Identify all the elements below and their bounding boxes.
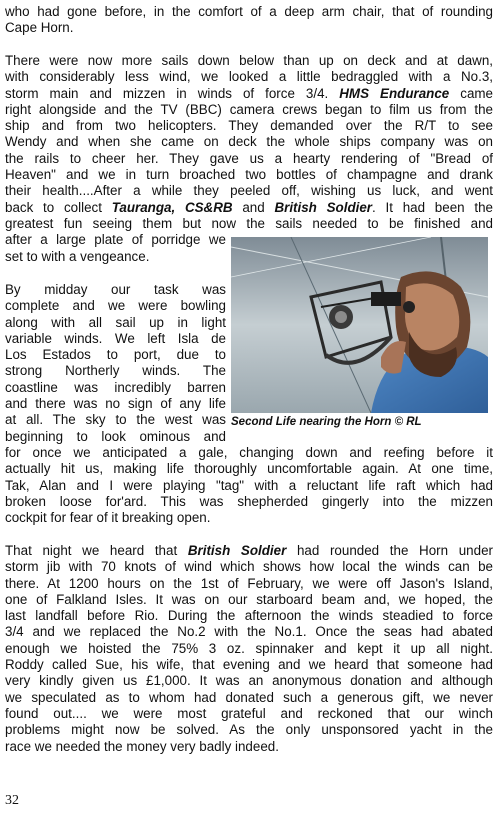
text-line: cockpit for fear of it breaking open. [5,510,211,526]
text-line: Cape Horn. [5,20,74,36]
text-line: the rails to cheer her. They gave us a hearty rendering of "Bread of [5,150,493,166]
yacht-name-british-soldier: British Soldier [274,199,373,215]
text-line: after a large plate of porridge we [5,232,226,248]
text-line: Tak, Alan and I were playing "tag" with a reluctant life raft which had [5,477,493,493]
text-span: . It had been the [372,199,493,215]
yacht-name-british-soldier: British Soldier [187,543,287,558]
text-line: race we needed the money very badly indeed. [5,738,279,754]
text-line: and there was no sign of any life [5,396,226,412]
text-line [5,200,493,216]
text-line: strong Northerly winds. The [5,363,226,379]
text-span: and [232,199,275,215]
text-line: there. At 1200 hours on the 1st of February, we were off Jason's Island, [5,575,493,591]
paragraph-1 [5,4,493,37]
text-line: beginning to look ominous and [5,428,226,444]
text-line: set to with a vengeance. [5,248,150,264]
text-line: variable winds. We left Isla de [5,330,226,346]
text-span: That night we heard that [5,543,188,558]
yacht-names: Tauranga, CS&RB [111,199,233,215]
text-line: for once we anticipated a gale, changing down and reefing before it [5,444,493,460]
text-line: one of Falkland Isles. It was on our starboard beam and, we hoped, the [5,591,493,607]
photo-caption: Second Life nearing the Horn © RL [231,416,422,428]
text-line: last landfall before Rio. During the afternoon the winds steadied to force [5,608,493,624]
text-line: found out.... we were most grateful and reckoned that our winch [5,705,493,721]
text-span: storm main and mizzen in winds of force 3/4. [5,85,340,101]
text-line: greatest fun seeing them but now the sails needed to be finished and [5,215,493,231]
ship-name-endurance: HMS Endurance [339,85,450,101]
text-line: broken loose for'ard. This was shepherded gingerly into the mizzen [5,493,493,509]
text-line: Heaven" and we in turn broached two bottles of champagne and drank [5,167,493,183]
text-line: 3/4 and we replaced the No.2 with the No.1. Once the seas had abated [5,624,493,640]
text-line: their health....After a while they peeled off, wishing us luck, and went [5,183,493,199]
photo-illustration [231,237,488,413]
text-span: had rounded the Horn under [286,543,493,558]
text-span: back to collect [5,199,112,215]
text-line: Roddy called Sue, his wife, that evening and we heard that someone had [5,657,493,673]
text-line: There were now more sails down below than up on deck and at dawn, [5,53,493,68]
text-line: at all. The sky to the west was [5,412,226,428]
text-line: actually hit us, making life thoroughly uncomfortable again. At one time, [5,461,493,477]
paragraph-2 [5,53,493,265]
text-line: right alongside and the TV (BBC) camera crews began to film us from the [5,101,493,117]
text-span: came [449,85,493,101]
text-line: Los Estados to port, due to [5,347,226,363]
text-line [5,543,493,559]
text-line: coastline was incredibly barren [5,379,226,395]
photo-sailor-with-sextant [231,237,488,413]
paragraph-4 [5,543,493,755]
text-line: with considerably less wind, we looked a little bedraggled with a No.3, [5,69,493,85]
text-line: who had gone before, in the comfort of a deep arm chair, that of rounding [5,4,493,19]
page-number: 32 [5,793,19,808]
text-line: complete and we were bowling [5,298,226,314]
text-line: storm jib with 70 knots of wind which shows how local the winds can be [5,559,493,575]
text-line: By midday our task was [5,282,226,297]
text-line: ship and from two helicopters. They demanded over the R/T to see [5,118,493,134]
text-line: we speculated as to whom had donated such a generous gift, we never [5,689,493,705]
text-line: Wendy and when she came on deck the whole ships company was on [5,134,493,150]
text-line: enough we hoisted the 75% 3 oz. spinnaker and kept it up all night. [5,640,493,656]
text-line [5,86,493,102]
text-line: along with all sail up in light [5,314,226,330]
text-line: problems might now be solved. As the only unsponsored yacht in the [5,722,493,738]
text-line: very kindly given us £1,000. It was an anonymous donation and although [5,673,493,689]
